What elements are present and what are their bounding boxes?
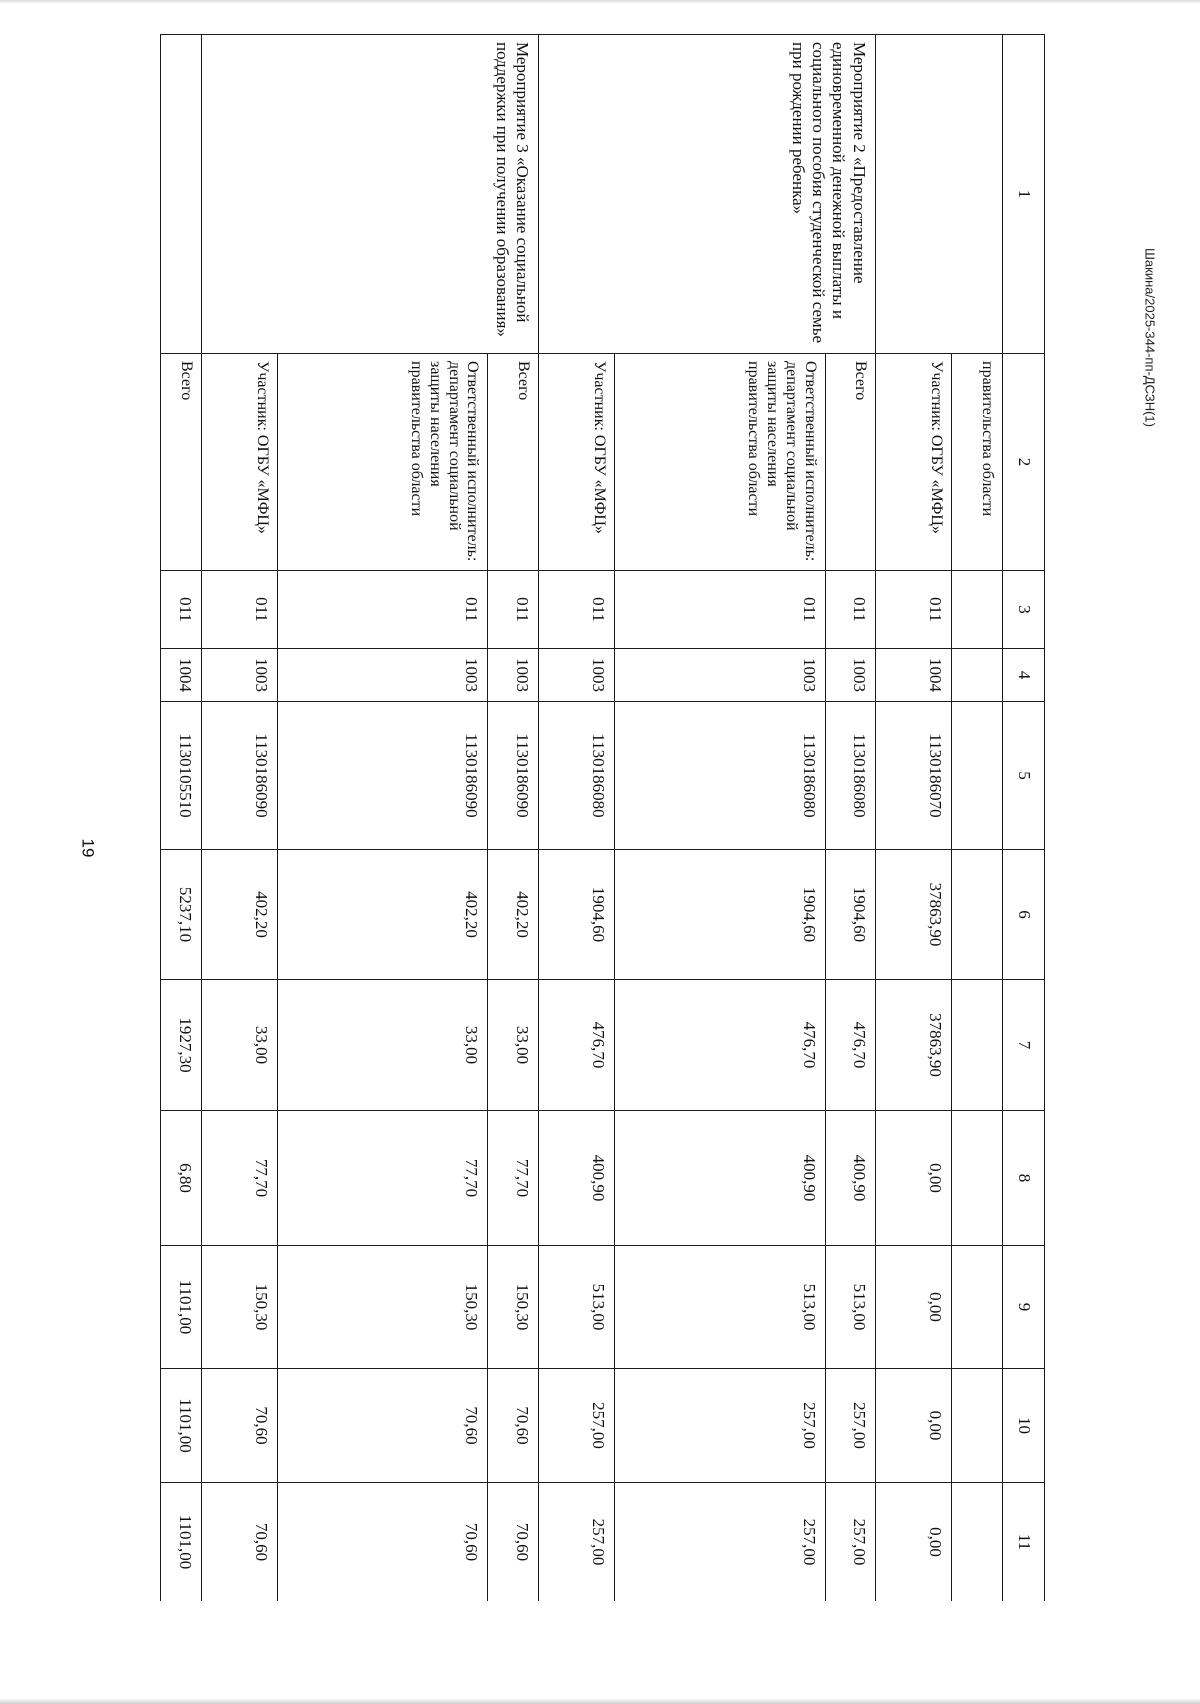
value-cell-col-4: 1003: [614, 649, 825, 702]
col-header-2: 2: [1003, 354, 1045, 571]
col-header-11: 11: [1003, 1483, 1045, 1602]
row-label-cell: Ответственный исполнитель: департамент социальной защиты населения правительства области: [614, 354, 825, 571]
col-header-1: 1: [1003, 35, 1045, 354]
value-cell-col-4: 1003: [538, 649, 614, 702]
row-label-cell: Всего: [826, 354, 875, 571]
col-header-6: 6: [1003, 850, 1045, 980]
col-header-8: 8: [1003, 1111, 1045, 1246]
value-cell-col-3: 011: [278, 571, 488, 649]
value-cell-col-5: 1130186070: [875, 702, 952, 850]
value-cell-col-6: 1904,60: [538, 850, 614, 980]
value-cell-col-3: 011: [161, 571, 202, 649]
value-cell-col-9: 0,00: [875, 1246, 952, 1369]
value-cell-col-10: 257,00: [614, 1369, 825, 1483]
col-header-3: 3: [1003, 571, 1045, 649]
value-cell-col-10: 70,60: [278, 1369, 488, 1483]
value-cell-col-11: 257,00: [538, 1483, 614, 1602]
measure-cell-empty: [161, 35, 202, 354]
col-header-5: 5: [1003, 702, 1045, 850]
value-cell-col-11: 257,00: [614, 1483, 825, 1602]
value-cell-col-8: 77,70: [488, 1111, 539, 1246]
value-cell-col-7: 476,70: [538, 980, 614, 1111]
value-cell-col-3: 011: [826, 571, 875, 649]
value-cell-col-6: 402,20: [202, 850, 278, 980]
col-header-4: 4: [1003, 649, 1045, 702]
scan-edge-top: [0, 0, 1200, 4]
value-cell-col-8: 77,70: [202, 1111, 278, 1246]
value-cell-col-7: 476,70: [614, 980, 825, 1111]
page-number: 19: [78, 838, 98, 858]
value-cell-col-10: [952, 1369, 1003, 1483]
document-reference: Шакина/2025-344-пп-ДСЗН(1): [1142, 248, 1158, 427]
value-cell-col-8: 77,70: [278, 1111, 488, 1246]
value-cell-col-6: 37863,90: [875, 850, 952, 980]
value-cell-col-4: 1003: [826, 649, 875, 702]
header-row: [1003, 35, 1045, 1602]
value-cell-col-9: 150,30: [202, 1246, 278, 1369]
value-cell-col-4: [952, 649, 1003, 702]
value-cell-col-9: 513,00: [826, 1246, 875, 1369]
value-cell-col-6: 1904,60: [826, 850, 875, 980]
value-cell-col-6: 402,20: [278, 850, 488, 980]
value-cell-col-8: 400,90: [614, 1111, 825, 1246]
value-cell-col-4: 1004: [875, 649, 952, 702]
value-cell-col-6: 1904,60: [614, 850, 825, 980]
value-cell-col-11: 70,60: [202, 1483, 278, 1602]
value-cell-col-6: 402,20: [488, 850, 539, 980]
value-cell-col-10: 1101,00: [161, 1369, 202, 1483]
value-cell-col-7: 33,00: [202, 980, 278, 1111]
value-cell-col-9: [952, 1246, 1003, 1369]
table-row: [161, 35, 202, 1602]
value-cell-col-4: 1003: [488, 649, 539, 702]
value-cell-col-5: 1130186080: [826, 702, 875, 850]
value-cell-col-11: 70,60: [278, 1483, 488, 1602]
value-cell-col-4: 1004: [161, 649, 202, 702]
value-cell-col-9: 150,30: [488, 1246, 539, 1369]
measure-cell-empty: [875, 35, 1002, 354]
row-label-cell: Участник: ОГБУ «МФЦ»: [875, 354, 952, 571]
table-container: [160, 34, 1045, 1601]
value-cell-col-3: 011: [614, 571, 825, 649]
col-header-9: 9: [1003, 1246, 1045, 1369]
value-cell-col-8: 400,90: [538, 1111, 614, 1246]
value-cell-col-10: 0,00: [875, 1369, 952, 1483]
value-cell-col-5: 1130186090: [488, 702, 539, 850]
value-cell-col-3: 011: [488, 571, 539, 649]
value-cell-col-7: 33,00: [278, 980, 488, 1111]
row-label-cell: Ответственный исполнитель: департамент социальной защиты населения правительства области: [278, 354, 488, 571]
value-cell-col-11: 0,00: [875, 1483, 952, 1602]
measure-2-cell: Мероприятие 2 «Предоставление единовременной денежной выплаты и социального пособия студенческой семье при рождении ребенка»: [538, 35, 875, 354]
value-cell-col-3: 011: [538, 571, 614, 649]
value-cell-col-6: 5237,10: [161, 850, 202, 980]
value-cell-col-8: 0,00: [875, 1111, 952, 1246]
row-label-cell: Всего: [161, 354, 202, 571]
value-cell-col-9: 150,30: [278, 1246, 488, 1369]
value-cell-col-5: [952, 702, 1003, 850]
value-cell-col-7: 33,00: [488, 980, 539, 1111]
value-cell-col-6: [952, 850, 1003, 980]
value-cell-col-11: [952, 1483, 1003, 1602]
value-cell-col-10: 70,60: [202, 1369, 278, 1483]
value-cell-col-9: 513,00: [538, 1246, 614, 1369]
value-cell-col-5: 1130186080: [538, 702, 614, 850]
value-cell-col-8: [952, 1111, 1003, 1246]
value-cell-col-3: 011: [875, 571, 952, 649]
value-cell-col-11: 1101,00: [161, 1483, 202, 1602]
row-label-cell: Участник: ОГБУ «МФЦ»: [202, 354, 278, 571]
value-cell-col-7: 1927,30: [161, 980, 202, 1111]
value-cell-col-10: 257,00: [826, 1369, 875, 1483]
value-cell-col-11: 257,00: [826, 1483, 875, 1602]
value-cell-col-11: 70,60: [488, 1483, 539, 1602]
value-cell-col-8: 6,80: [161, 1111, 202, 1246]
scan-edge-bottom: [0, 1698, 1200, 1704]
table-row: [488, 35, 539, 1602]
col-header-7: 7: [1003, 980, 1045, 1111]
value-cell-col-4: 1003: [278, 649, 488, 702]
rotated-table-frame: [160, 34, 1045, 1601]
value-cell-col-10: 70,60: [488, 1369, 539, 1483]
value-cell-col-5: 1130186090: [202, 702, 278, 850]
value-cell-col-4: 1003: [202, 649, 278, 702]
row-label-cell: правительства области: [952, 354, 1003, 571]
value-cell-col-7: [952, 980, 1003, 1111]
value-cell-col-7: 37863,90: [875, 980, 952, 1111]
col-header-10: 10: [1003, 1369, 1045, 1483]
value-cell-col-9: 513,00: [614, 1246, 825, 1369]
value-cell-col-5: 1130105510: [161, 702, 202, 850]
table-row: [826, 35, 875, 1602]
row-label-cell: Участник: ОГБУ «МФЦ»: [538, 354, 614, 571]
value-cell-col-5: 1130186080: [614, 702, 825, 850]
value-cell-col-3: [952, 571, 1003, 649]
value-cell-col-8: 400,90: [826, 1111, 875, 1246]
value-cell-col-3: 011: [202, 571, 278, 649]
measure-3-cell: Мероприятие 3 «Оказание социальной поддержки при получении образования»: [202, 35, 539, 354]
value-cell-col-5: 1130186090: [278, 702, 488, 850]
value-cell-col-7: 476,70: [826, 980, 875, 1111]
row-label-cell: Всего: [488, 354, 539, 571]
value-cell-col-9: 1101,00: [161, 1246, 202, 1369]
value-cell-col-10: 257,00: [538, 1369, 614, 1483]
table-row: [952, 35, 1003, 1602]
budget-table: [160, 34, 1045, 1601]
